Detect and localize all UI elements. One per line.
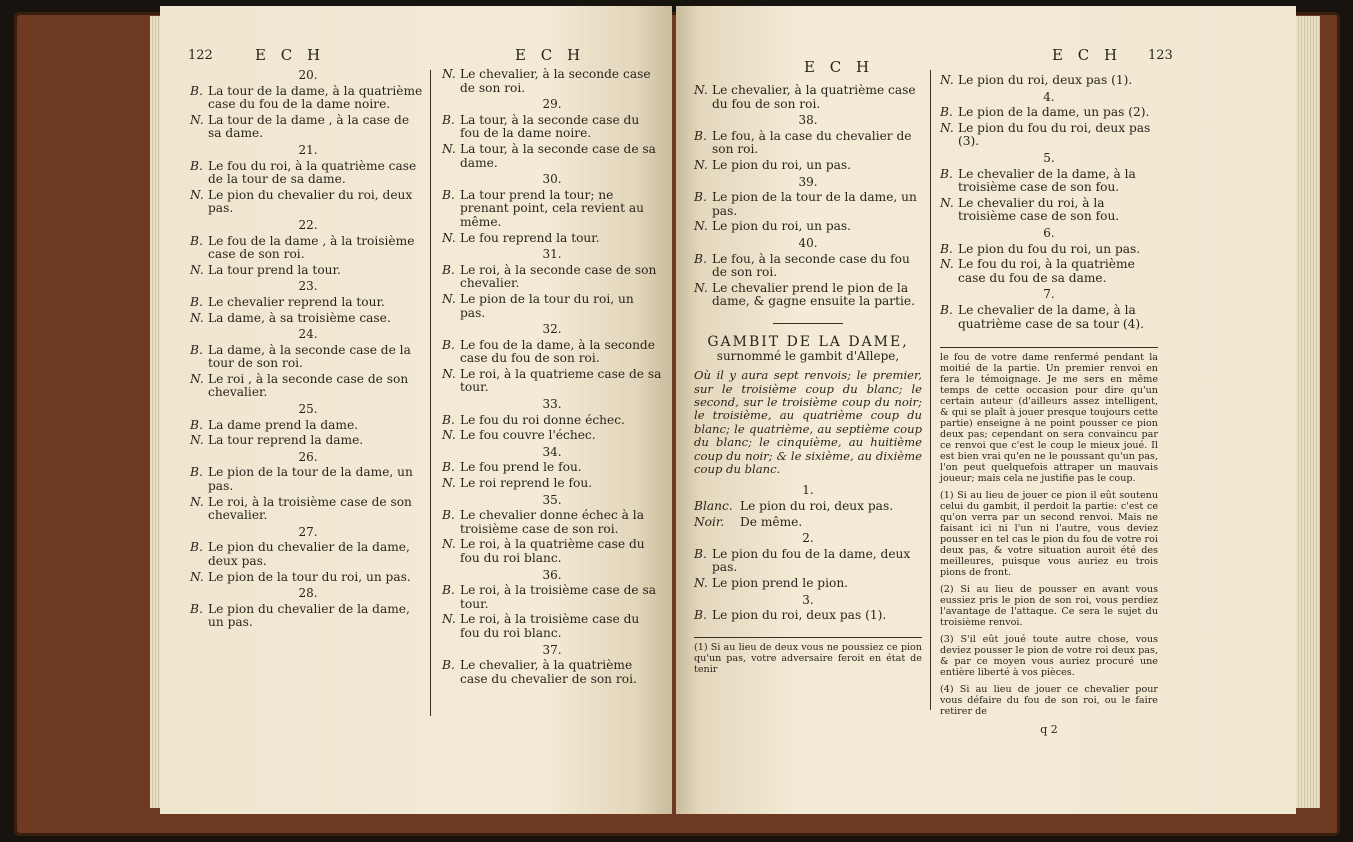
move-number: 29. — [542, 97, 562, 112]
footnote-rule — [694, 637, 922, 638]
player-label: B. — [940, 166, 953, 181]
move-number: 4. — [1043, 89, 1055, 104]
column-divider — [430, 70, 431, 716]
move-text: Le pion de la tour du roi, un pas. — [460, 291, 634, 320]
move-text: Le pion du roi, deux pas (1). — [712, 608, 887, 623]
move-entry — [190, 114, 426, 141]
move-number: 28. — [298, 586, 318, 601]
player-label: N. — [694, 83, 708, 97]
player-label: N. — [694, 575, 708, 590]
move-number: 7. — [1043, 287, 1055, 302]
player-label: B. — [442, 508, 455, 523]
section-subtitle: surnommé le gambit d'Allepe, — [716, 348, 900, 363]
move-entry — [694, 516, 922, 530]
player-label: N. — [442, 476, 456, 491]
player-label: N. — [442, 366, 456, 381]
player-label: B. — [694, 190, 707, 205]
running-head-left: E C H — [255, 46, 326, 64]
move-text: Le pion du chevalier de la dame, un pas. — [208, 601, 410, 630]
player-label: N. — [190, 569, 204, 584]
move-entry — [694, 159, 922, 173]
move-number: 33. — [542, 397, 562, 412]
move-entry — [940, 243, 1158, 257]
move-entry — [940, 304, 1158, 331]
move-entry — [442, 232, 662, 246]
move-text: Le fou, à la seconde case du fou de son roi. — [712, 251, 910, 280]
player-label: N. — [442, 428, 456, 443]
move-text: La dame, à sa troisième case. — [208, 310, 391, 325]
move-text: Le fou prend le fou. — [460, 460, 582, 475]
move-number: 6. — [1043, 225, 1055, 240]
move-entry — [190, 571, 426, 585]
section-intro: Où il y aura sept renvois; le premier, sur le troisième coup du blanc; le second, sur le troisième coup du noir; le troisième, au quatrième coup du blanc; le quatrième, au septième coup du blanc; le cinquième, au huitième coup du noir; & le sixième, au dixième coup du blanc. — [694, 368, 922, 476]
move-number: 39. — [798, 174, 818, 189]
move-entry — [442, 538, 662, 565]
move-number: 24. — [298, 327, 318, 342]
player-label: N. — [442, 537, 456, 552]
move-text: Le pion du roi, deux pas. — [740, 498, 894, 513]
move-entry — [694, 500, 922, 514]
player-label: B. — [694, 546, 707, 561]
player-label: B. — [190, 417, 203, 432]
player-label: N. — [694, 280, 708, 295]
player-label: B. — [940, 241, 953, 256]
move-number: 25. — [298, 402, 318, 417]
player-label: N. — [940, 73, 954, 87]
move-number: 27. — [298, 524, 318, 539]
move-entry — [190, 496, 426, 523]
move-text: Le roi , à la seconde case de son chevalier. — [208, 371, 409, 400]
move-number: 30. — [542, 172, 562, 187]
page-number-right: 123 — [1148, 48, 1173, 63]
move-text: Le chevalier, à la quatrième case du fou de son roi. — [712, 83, 916, 111]
move-number: 21. — [298, 142, 318, 157]
move-number: 31. — [542, 247, 562, 262]
move-text: Le pion du fou du roi, deux pas (3). — [958, 120, 1151, 149]
player-label: Blanc. — [694, 498, 733, 513]
player-label: B. — [442, 460, 455, 475]
footnote: (1) Si au lieu de jouer ce pion il eût soutenu celui du gambit, il perdoit la partie: c'est ce qu'on verra par un second renvoi. Mais ne faisant ici ni l'un ni l'autre, vous deviez pousser en tel cas le pion du fou de votre roi deux pas, & votre situation auroit été des meilleures, puisque vous auriez eu trois pions de front. — [940, 490, 1158, 579]
move-text: La tour prend la tour; ne prenant point, cela revient au même. — [460, 187, 644, 229]
move-text: Le pion du chevalier de la dame, deux pas. — [208, 540, 410, 568]
player-label: N. — [190, 187, 204, 202]
move-text: Le chevalier donne échec à la troisième case de son roi. — [460, 508, 644, 536]
move-entry — [442, 461, 662, 475]
player-label: N. — [190, 494, 204, 509]
player-label: N. — [940, 257, 954, 272]
move-number: 1. — [802, 483, 814, 498]
section-title: GAMBIT DE LA DAME, — [707, 333, 909, 350]
move-entry — [190, 344, 426, 371]
move-entry — [442, 68, 662, 95]
move-entry — [190, 603, 426, 630]
player-label: B. — [190, 158, 203, 173]
move-number: 34. — [542, 444, 562, 459]
player-label: B. — [190, 294, 203, 309]
move-number: 37. — [542, 642, 562, 657]
move-text: La tour, à la seconde case du fou de la dame noire. — [460, 112, 640, 141]
player-label: B. — [190, 342, 203, 357]
move-text: Le chevalier du roi, à la troisième case de son fou. — [958, 195, 1120, 224]
player-label: B. — [442, 337, 455, 352]
move-number: 38. — [798, 113, 818, 128]
move-entry — [940, 168, 1158, 195]
move-entry — [694, 220, 922, 234]
running-head-right: E C H — [1052, 46, 1123, 64]
move-entry — [442, 293, 662, 320]
move-entry — [940, 122, 1158, 149]
player-label: B. — [940, 105, 953, 120]
move-text: Le roi, à la seconde case de son chevalier. — [460, 262, 657, 291]
move-text: La dame, à la seconde case de la tour de son roi. — [208, 342, 411, 371]
move-entry — [442, 414, 662, 428]
footnote: (4) Si au lieu de jouer ce chevalier pour vous défaire du fou de son roi, ou le faire retirer de — [940, 684, 1158, 718]
move-entry — [190, 189, 426, 216]
move-entry — [940, 74, 1158, 88]
move-entry — [190, 312, 426, 326]
move-entry — [442, 368, 662, 395]
column-divider-right — [930, 70, 931, 710]
move-entry — [940, 197, 1158, 224]
player-label: N. — [190, 371, 204, 386]
right-column-1 — [694, 84, 922, 681]
move-text: Le pion du roi, deux pas (1). — [958, 73, 1133, 87]
move-text: La tour de la dame , à la case de sa dame. — [208, 112, 410, 141]
move-text: Le pion de la tour de la dame, un pas. — [208, 465, 413, 494]
move-entry — [694, 609, 922, 623]
player-label: N. — [940, 195, 954, 210]
page-number-left: 122 — [188, 48, 213, 63]
move-number: 35. — [542, 492, 562, 507]
move-text: Le pion du roi, un pas. — [712, 157, 852, 172]
move-text: Le chevalier prend le pion de la dame, & gagne ensuite la partie. — [712, 280, 915, 309]
move-entry — [190, 264, 426, 278]
move-entry — [190, 235, 426, 262]
left-column-2 — [442, 68, 662, 688]
move-text: La tour reprend la dame. — [208, 433, 364, 448]
move-text: Le pion de la dame, un pas (2). — [958, 105, 1150, 120]
player-label: B. — [190, 83, 203, 98]
move-number: 36. — [542, 567, 562, 582]
move-entry — [442, 264, 662, 291]
move-text: Le pion du fou de la dame, deux pas. — [712, 546, 911, 575]
move-text: Le roi, à la troisième case du fou du roi blanc. — [460, 612, 640, 640]
move-text: Le pion du fou du roi, un pas. — [958, 241, 1141, 256]
move-entry — [190, 541, 426, 568]
move-entry — [694, 282, 922, 309]
player-label: B. — [190, 601, 203, 616]
move-entry — [940, 106, 1158, 120]
move-text: Le fou du roi, à la quatrième case du fou de sa dame. — [958, 257, 1135, 285]
move-text: Le chevalier reprend la tour. — [208, 294, 385, 309]
move-entry — [694, 577, 922, 591]
move-text: La tour, à la seconde case de sa dame. — [460, 141, 656, 170]
player-label: B. — [442, 187, 455, 202]
move-number: 26. — [298, 449, 318, 464]
player-label: N. — [442, 612, 456, 627]
move-text: La tour prend la tour. — [208, 262, 341, 277]
move-text: La dame prend la dame. — [208, 417, 359, 432]
move-text: Le roi reprend le fou. — [460, 476, 593, 491]
move-entry — [694, 253, 922, 280]
footnote: (2) Si au lieu de pousser en avant vous eussiez pris le pion de son roi, vous perdiez l'avantage de l'attaque. Ce sera le sujet du troisième renvoi. — [940, 584, 1158, 629]
move-number: 20. — [298, 68, 318, 82]
move-text: Le roi, à la troisième case de sa tour. — [460, 583, 656, 611]
right-page — [676, 6, 1296, 814]
move-text: Le roi, à la quatrième case du fou du roi blanc. — [460, 537, 645, 565]
player-label: B. — [694, 608, 707, 623]
move-entry — [190, 419, 426, 433]
player-label: Noir. — [694, 514, 725, 529]
player-label: B. — [442, 658, 455, 673]
move-entry — [190, 373, 426, 400]
move-text: Le fou couvre l'échec. — [460, 428, 596, 443]
move-text: Le pion de la tour de la dame, un pas. — [712, 190, 917, 218]
right-page-edges — [1296, 16, 1320, 808]
player-label: B. — [940, 302, 953, 317]
left-column-1 — [190, 66, 426, 632]
move-text: Le fou de la dame , à la troisième case de son roi. — [208, 233, 415, 262]
move-text: Le fou du roi donne échec. — [460, 412, 625, 427]
move-entry — [442, 189, 662, 230]
move-number: 2. — [802, 531, 814, 546]
move-entry — [442, 584, 662, 611]
player-label: B. — [442, 583, 455, 598]
notes-rule — [940, 347, 1158, 348]
move-number: 40. — [798, 235, 818, 250]
player-label: N. — [190, 262, 204, 277]
move-entry — [694, 191, 922, 218]
move-text: Le fou de la dame, à la seconde case du fou de son roi. — [460, 337, 655, 366]
signature-mark: q 2 — [1040, 723, 1058, 737]
move-entry — [190, 296, 426, 310]
move-number: 5. — [1043, 150, 1055, 165]
notes-block — [940, 352, 1158, 717]
player-label: B. — [190, 540, 203, 555]
player-label: B. — [442, 412, 455, 427]
move-entry — [694, 548, 922, 575]
move-text: Le pion du chevalier du roi, deux pas. — [208, 187, 413, 216]
player-label: B. — [190, 233, 203, 248]
section-rule — [773, 323, 843, 324]
footnote: le fou de votre dame renfermé pendant la moitié de la partie. Un premier renvoi en fera le témoignage. Je me sers en même temps de cette occasion pour dire qu'un certain auteur (d'ailleurs assez intelligent, & qui se plaît à jouer presque toujours cette partie) enseigne à ne point pousser ce pion deux pas; cependant on sera convaincu par ce renvoi que c'est le coup le mieux joué. Il est bien vrai qu'en ne le poussant qu'un pas, l'on peut quelquefois attraper un mauvais joueur; mais cela ne justifie pas le coup. — [940, 352, 1158, 485]
move-text: De même. — [740, 514, 803, 529]
move-text: Le pion prend le pion. — [712, 575, 849, 590]
move-entry — [442, 659, 662, 686]
move-text: Le roi, à la troisième case de son chevalier. — [208, 494, 412, 523]
player-label: N. — [442, 291, 456, 306]
player-label: B. — [694, 128, 707, 143]
move-entry — [442, 114, 662, 141]
player-label: N. — [190, 310, 204, 325]
player-label: N. — [940, 120, 954, 135]
player-label: B. — [442, 262, 455, 277]
move-number: 23. — [298, 279, 318, 294]
move-entry — [694, 130, 922, 157]
player-label: N. — [190, 433, 204, 448]
move-text: La tour de la dame, à la quatrième case du fou de la dame noire. — [208, 83, 423, 112]
move-text: Le pion de la tour du roi, un pas. — [208, 569, 411, 584]
move-number: 22. — [298, 217, 318, 232]
move-text: Le roi, à la quatrieme case de sa tour. — [460, 366, 662, 395]
move-text: Le fou du roi, à la quatrième case de la tour de sa dame. — [208, 158, 417, 187]
move-entry — [442, 509, 662, 536]
move-number: 32. — [542, 322, 562, 337]
move-text: Le fou, à la case du chevalier de son roi. — [712, 128, 912, 157]
move-entry — [442, 143, 662, 170]
player-label: N. — [694, 157, 708, 172]
move-entry — [190, 434, 426, 448]
player-label: B. — [190, 465, 203, 480]
move-text: Le pion du roi, un pas. — [712, 219, 852, 234]
footnote-bottom: (1) Si au lieu de deux vous ne poussiez ce pion qu'un pas, votre adversaire feroit en état de tenir — [694, 641, 922, 675]
move-text: Le chevalier de la dame, à la troisième case de son fou. — [958, 166, 1136, 195]
player-label: N. — [190, 112, 204, 127]
move-entry — [940, 258, 1158, 285]
player-label: N. — [442, 230, 456, 245]
player-label: B. — [442, 112, 455, 127]
player-label: N. — [694, 219, 708, 234]
move-entry — [442, 477, 662, 491]
move-number: 3. — [802, 592, 814, 607]
move-entry — [190, 85, 426, 112]
player-label: N. — [442, 141, 456, 156]
move-entry — [694, 84, 922, 111]
running-head-center-left: E C H — [515, 46, 586, 64]
player-label: B. — [694, 251, 707, 266]
move-text: Le chevalier, à la seconde case de son roi. — [460, 67, 651, 95]
move-entry — [190, 466, 426, 493]
move-text: Le chevalier, à la quatrième case du chevalier de son roi. — [460, 658, 637, 686]
move-entry — [442, 339, 662, 366]
move-entry — [442, 613, 662, 640]
move-entry — [190, 160, 426, 187]
right-column-2 — [940, 74, 1158, 737]
left-page — [160, 6, 672, 814]
move-text: Le fou reprend la tour. — [460, 230, 600, 245]
player-label: N. — [442, 67, 456, 81]
running-head-center-right: E C H — [804, 58, 875, 76]
move-entry — [442, 429, 662, 443]
move-text: Le chevalier de la dame, à la quatrième case de sa tour (4). — [958, 302, 1145, 331]
footnote: (3) S'il eût joué toute autre chose, vous deviez pousser le pion de votre roi deux pas, & par ce moyen vous auriez procuré une entière liberté à vos pièces. — [940, 634, 1158, 679]
